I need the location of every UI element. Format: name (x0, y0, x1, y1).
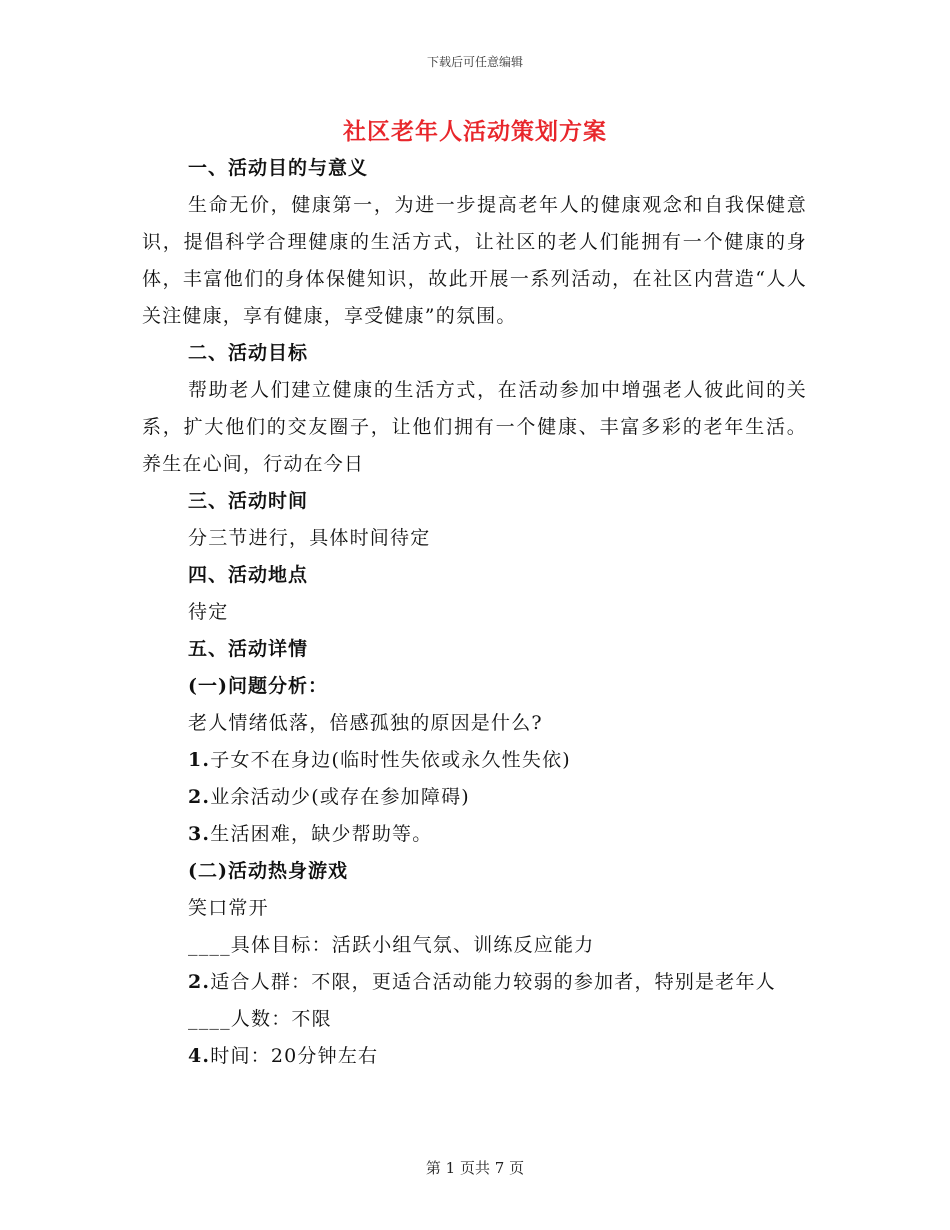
game-count: ____人数：不限 (188, 1008, 332, 1030)
list-item (142, 742, 807, 779)
section-heading-purpose: 一、活动目的与意义 (188, 157, 369, 179)
section-text-location: 待定 (188, 601, 229, 623)
section-heading-goal: 二、活动目标 (188, 342, 309, 364)
game-audience (142, 964, 807, 1001)
list-item-number: 4. (188, 1045, 211, 1067)
list-item-number: 2. (188, 971, 211, 993)
game-audience-text: 适合人群：不限，更适合活动能力较弱的参加者，特别是老年人 (210, 971, 776, 993)
section-text-time: 分三节进行，具体时间待定 (188, 527, 431, 549)
section-text-goal: 帮助老人们建立健康的生活方式，在活动参加中增强老人彼此间的关系，扩大他们的交友圈子，让他们拥有一个健康、丰富多彩的老年生活。养生在心间，行动在今日 (142, 379, 807, 475)
section-heading-details: 五、活动详情 (188, 638, 309, 660)
document-body (142, 150, 807, 1075)
analysis-question: 老人情绪低落，倍感孤独的原因是什么? (188, 712, 543, 734)
list-item-text: 业余活动少(或存在参加障碍) (210, 786, 470, 808)
list-item-text: 生活困难，缺少帮助等。 (210, 823, 433, 845)
game-name: 笑口常开 (188, 897, 269, 919)
page-footer: 第 1 页共 7 页 (425, 1159, 525, 1177)
subsection-heading-warmup: (二)活动热身游戏 (188, 860, 348, 882)
document-title: 社区老年人活动策划方案 (343, 118, 607, 145)
list-item-number: 1. (188, 749, 211, 771)
list-item (142, 779, 807, 816)
list-item (142, 816, 807, 853)
game-time-text: 时间：20分钟左右 (210, 1045, 379, 1067)
game-goal: ____具体目标：活跃小组气氛、训练反应能力 (188, 934, 595, 956)
game-time (142, 1038, 807, 1075)
list-item-number: 3. (188, 823, 211, 845)
subsection-heading-analysis: (一)问题分析： (188, 675, 328, 697)
section-heading-location: 四、活动地点 (188, 564, 309, 586)
header-note: 下载后可任意编辑 (426, 55, 523, 69)
list-item-number: 2. (188, 786, 211, 808)
section-heading-time: 三、活动时间 (188, 490, 309, 512)
section-text-purpose: 生命无价，健康第一，为进一步提高老年人的健康观念和自我保健意识，提倡科学合理健康的生活方式，让社区的老人们能拥有一个健康的身体，丰富他们的身体保健知识，故此开展一系列活动，在社区内营造“人人关注健康，享有健康，享受健康”的氛围。 (142, 194, 807, 327)
list-item-text: 子女不在身边(临时性失依或永久性失依) (210, 749, 571, 771)
